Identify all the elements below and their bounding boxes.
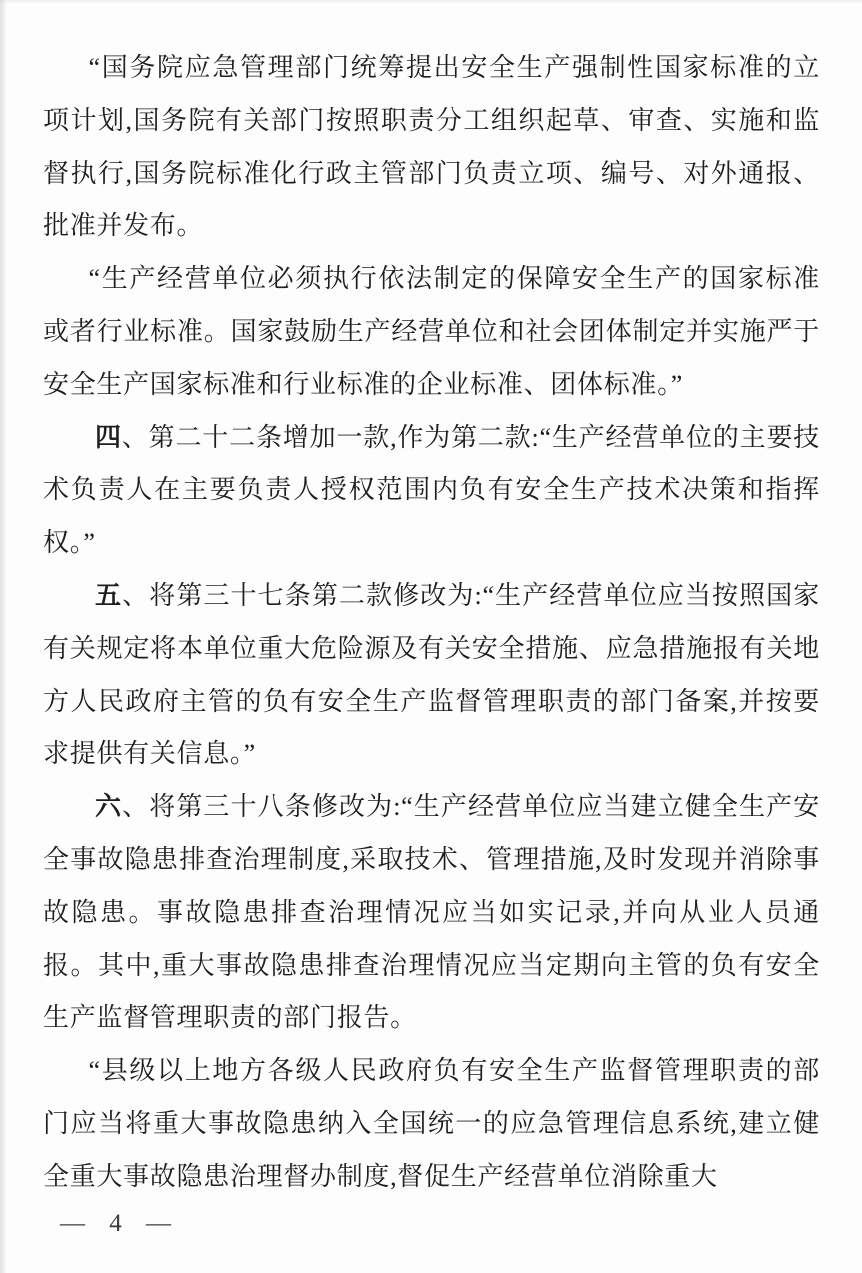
section-number: 四 (95, 422, 122, 452)
paragraph-text: “国务院应急管理部门统筹提出安全生产强制性国家标准的立项计划,国务院有关部门按照职责分工组织起草、审查、实施和监督执行,国务院标准化行政主管部门负责立项、编号、对外通报、批准并发布。 (43, 53, 820, 241)
paragraph (43, 1045, 820, 1203)
paragraph (43, 570, 820, 781)
paragraph (43, 781, 820, 1045)
paragraph-text: 、将第三十七条第二款修改为:“生产经营单位应当按照国家有关规定将本单位重大危险源及有关安全措施、应急措施报有关地方人民政府主管的负有安全生产监督管理职责的部门备案,并按要求提供有关信息。” (43, 580, 820, 769)
document-text-block (43, 42, 820, 1204)
paragraph (43, 42, 820, 253)
section-number: 五 (95, 580, 123, 610)
paragraph-text: 、第二十二条增加一款,作为第二款:“生产经营单位的主要技术负责人在主要负责人授权范围内负有安全生产技术决策和指挥权。” (43, 422, 820, 558)
paragraph-text: “县级以上地方各级人民政府负有安全生产监督管理职责的部门应当将重大事故隐患纳入全国统一的应急管理信息系统,建立健全重大事故隐患治理督办制度,督促生产经营单位消除重大 (43, 1056, 820, 1191)
paragraph-text: 、将第三十八条修改为:“生产经营单位应当建立健全生产安全事故隐患排查治理制度,采取技术、管理措施,及时发现并消除事故隐患。事故隐患排查治理情况应当如实记录,并向从业人员通报。其中,重大事故隐患排查治理情况应当定期向主管的负有安全生产监督管理职责的部门报告。 (43, 792, 820, 1033)
section-number: 六 (95, 792, 123, 822)
paragraph (43, 253, 820, 411)
paragraph (43, 412, 820, 570)
paragraph-text: “生产经营单位必须执行依法制定的保障安全生产的国家标准或者行业标准。国家鼓励生产经营单位和社会团体制定并实施严于安全生产国家标准和行业标准的企业标准、团体标准。” (43, 264, 820, 399)
page-number: — 4 — (60, 1210, 180, 1237)
